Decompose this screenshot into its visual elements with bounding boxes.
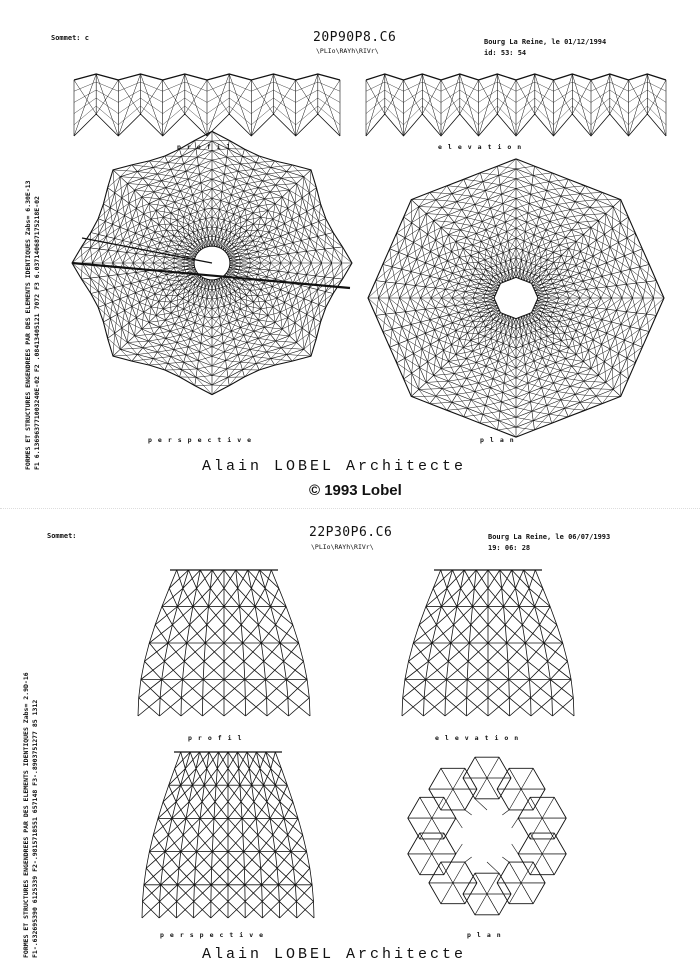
sommet-label: Sommet: c <box>51 34 89 42</box>
copyright: © 1993 Lobel <box>309 482 402 499</box>
side-caption-2: F1-.632695390 6125339 F2-.9815718551 657148 F3-.8903751277 85 1312 <box>31 699 39 958</box>
drawing-path: \PLIo\RAYh\RIVr\ <box>311 543 374 551</box>
side-caption-2: F1 6.136963771003240E-02 F2 .08413405121 7072 F3 6.037140687175218E-02 <box>33 196 41 470</box>
profil-view <box>134 566 314 722</box>
sheet-divider <box>0 508 700 509</box>
profil-label: profil <box>188 734 248 742</box>
perspective-label: perspective <box>160 931 270 939</box>
drawing-code: 22P30P6.C6 <box>309 525 393 540</box>
architect-name: Alain LOBEL Architecte <box>202 458 467 475</box>
plan-label: plan <box>467 931 507 939</box>
time-id: 19: 06: 28 <box>488 544 531 552</box>
profil-label: profil <box>177 143 237 151</box>
plan-view <box>396 748 578 924</box>
elevation-label: elevation <box>435 734 525 742</box>
plan-label: plan <box>480 436 520 444</box>
drawing-code: 20P90P8.C6 <box>313 30 397 45</box>
place-date: Bourg La Reine, le 01/12/1994 <box>484 38 607 46</box>
elevation-view <box>366 72 666 140</box>
drawing-path: \PLIo\RAYh\RIVr\ <box>316 47 379 55</box>
perspective-label: perspective <box>148 436 258 444</box>
architect-name: Alain LOBEL Architecte <box>202 946 467 963</box>
place-date: Bourg La Reine, le 06/07/1993 <box>488 533 611 541</box>
elevation-view <box>398 566 578 722</box>
profil-view <box>74 72 340 140</box>
plan-view <box>366 168 666 430</box>
time-id: id: 53: 54 <box>484 49 527 57</box>
perspective-view <box>138 748 318 924</box>
sommet-label: Sommet: <box>47 532 77 540</box>
side-caption-1: FORMES ET STRUCTURES ENGENDREES PAR DES ELEMENTS IDENTIQUES Zabs= 2.9D-16 <box>22 672 30 958</box>
side-caption-1: FORMES ET STRUCTURES ENGENDREES PAR DES ELEMENTS IDENTIQUES Zabs= 6.30E-13 <box>24 180 32 470</box>
elevation-label: elevation <box>438 143 528 151</box>
perspective-view <box>72 168 350 430</box>
